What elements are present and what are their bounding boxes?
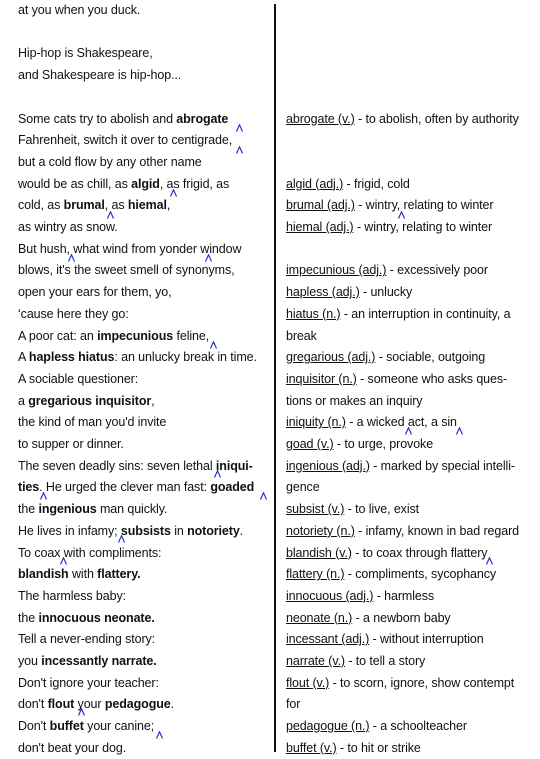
vocab-word: hapless hiatus <box>28 350 115 365</box>
glossary-entry <box>286 329 317 343</box>
glossary-term: blandish (v.) <box>286 545 352 560</box>
poem-line <box>18 155 202 169</box>
poem-text: but a cold flow by any other name <box>18 154 202 169</box>
glossary-term: buffet (v.) <box>286 740 337 755</box>
poem-line <box>18 415 166 429</box>
glossary-entry <box>286 177 410 191</box>
poem-text: But hush, what wind from yonder window <box>18 241 242 256</box>
poem-text: at you when you duck. <box>18 3 141 17</box>
glossary-definition: - someone who asks ques- <box>356 371 508 386</box>
poem-text: , <box>166 198 171 213</box>
caret-mark-icon <box>156 731 163 739</box>
glossary-entry <box>286 611 451 625</box>
glossary-entry <box>286 307 510 321</box>
vocab-word: abrogate <box>176 111 229 126</box>
glossary-definition: - to tell a story <box>345 654 426 668</box>
vocab-word: impecunious <box>97 328 174 343</box>
poem-line <box>18 372 138 386</box>
glossary-entry <box>286 719 467 733</box>
glossary-definition: - without interruption <box>369 632 484 647</box>
poem-line <box>18 133 232 147</box>
poem-line <box>18 524 243 538</box>
poem-line <box>18 589 126 603</box>
glossary-term: abrogate (v.) <box>286 111 355 126</box>
column-divider <box>274 4 276 752</box>
poem-text: would be as chill, as <box>18 176 132 191</box>
glossary-term: hiatus (n.) <box>286 306 341 321</box>
glossary-term: subsist (v.) <box>286 502 345 517</box>
poem-line <box>18 329 209 343</box>
poem-line <box>18 46 153 60</box>
glossary-term: narrate (v.) <box>286 654 345 668</box>
glossary-term: goad (v.) <box>286 437 334 451</box>
glossary-definition: - marked by special intelli- <box>369 458 515 473</box>
poem-text: open your ears for them, yo, <box>18 285 172 300</box>
glossary-term: hapless (adj.) <box>286 285 360 300</box>
poem-text: , <box>151 393 155 408</box>
vocab-word: notoriety <box>187 523 240 538</box>
poem-line <box>18 112 228 126</box>
poem-text: Hip-hop is Shakespeare, <box>18 46 153 61</box>
poem-text: the kind of man you'd invite <box>18 415 167 430</box>
poem-text: Tell a never-ending story: <box>18 632 156 647</box>
glossary-definition: - unlucky <box>359 285 413 300</box>
glossary-term: flout (v.) <box>286 675 330 690</box>
glossary-entry <box>286 632 484 646</box>
glossary-definition: - to live, exist <box>344 502 420 517</box>
vocab-word: gregarious inquisitor <box>28 393 152 408</box>
vocab-word: ties <box>18 480 40 495</box>
glossary-definition: - excessively poor <box>386 263 488 278</box>
poem-text: He lives in infamy; <box>18 523 121 538</box>
poem-text: the <box>18 502 39 517</box>
glossary-entry <box>286 459 515 473</box>
poem-line <box>18 676 159 690</box>
poem-text: , as frigid, as <box>159 176 230 191</box>
glossary-entry <box>286 654 425 668</box>
poem-text: with <box>68 567 98 582</box>
glossary-definition: - sociable, outgoing <box>375 350 486 365</box>
poem-text: A sociable questioner: <box>18 371 139 386</box>
vocab-word: pedagogue <box>104 697 171 712</box>
poem-text: : an unlucky break in time. <box>114 350 257 365</box>
glossary-term: flattery (n.) <box>286 567 345 582</box>
vocab-word: flout <box>47 697 75 712</box>
glossary-entry <box>286 480 320 494</box>
poem-text: . He urged the clever man fast: <box>39 480 211 495</box>
glossary-term: neonate (n.) <box>286 610 353 625</box>
caret-mark-icon <box>118 535 125 543</box>
glossary-definition: - to coax through flattery <box>351 545 488 560</box>
caret-mark-icon <box>40 492 47 500</box>
poem-text: don't beat your dog. <box>18 740 127 755</box>
glossary-definition: tions or makes an inquiry <box>286 393 423 408</box>
caret-mark-icon <box>214 470 221 478</box>
glossary-definition: - to abolish, often by authority <box>354 111 519 126</box>
glossary-entry <box>286 198 493 212</box>
glossary-entry <box>286 546 487 560</box>
vocab-word: buffet <box>49 719 84 734</box>
poem-text: ‘cause here they go: <box>18 306 129 321</box>
glossary-definition: - to scorn, ignore, show contempt <box>329 675 515 690</box>
poem-line <box>18 198 170 212</box>
glossary-entry <box>286 372 507 386</box>
caret-mark-icon <box>456 427 463 435</box>
glossary-entry <box>286 697 300 711</box>
poem-text: , as <box>104 198 128 213</box>
poem-line <box>18 177 229 191</box>
glossary-entry <box>286 415 457 429</box>
vocab-word: iniqui- <box>215 458 253 473</box>
glossary-definition: - a newborn baby <box>352 610 451 625</box>
poem-text: Some cats try to abolish and <box>18 111 177 126</box>
poem-line <box>18 68 181 82</box>
glossary-definition: - an interruption in continuity, a <box>340 306 511 321</box>
glossary-term: brumal (adj.) <box>286 198 355 213</box>
vocab-word: goaded <box>210 480 255 495</box>
poem-text: your canine; <box>83 719 155 734</box>
vocab-word: subsists <box>120 523 171 538</box>
glossary-term: hiemal (adj.) <box>286 220 354 234</box>
poem-text: . <box>170 697 174 712</box>
glossary-term: gregarious (adj.) <box>286 350 376 365</box>
poem-text: man quickly. <box>96 502 168 517</box>
poem-text: and Shakespeare is hip-hop... <box>18 68 182 83</box>
poem-line <box>18 220 118 234</box>
poem-text: Don't ignore your teacher: <box>18 675 159 690</box>
poem-text: in <box>170 523 188 538</box>
glossary-term: impecunious (adj.) <box>286 263 387 278</box>
glossary-term: notoriety (n.) <box>286 523 355 538</box>
glossary-entry <box>286 437 433 451</box>
glossary-entry <box>286 676 514 690</box>
glossary-definition: break <box>286 328 317 343</box>
caret-mark-icon <box>486 557 493 565</box>
caret-mark-icon <box>236 124 243 132</box>
poem-text: To coax with compliments: <box>18 545 162 560</box>
glossary-definition: - compliments, sycophancy <box>344 567 497 582</box>
caret-mark-icon <box>405 427 412 435</box>
vocab-word: incessantly narrate. <box>41 654 157 668</box>
poem-text: a <box>18 393 29 408</box>
poem-text: as wintry as snow. <box>18 220 118 234</box>
poem-text: The seven deadly sins: seven lethal <box>18 458 216 473</box>
glossary-term: ingenious (adj.) <box>286 458 370 473</box>
poem-text: the <box>18 610 39 625</box>
glossary-entry <box>286 220 492 234</box>
poem-text: to supper or dinner. <box>18 437 124 451</box>
vocab-word: hiemal <box>127 198 167 213</box>
poem-text: feline, <box>173 328 210 343</box>
glossary-definition: - to urge, provoke <box>333 437 434 451</box>
glossary-entry <box>286 589 434 603</box>
poem-text: Don't <box>18 719 50 734</box>
glossary-definition: - harmless <box>373 588 435 603</box>
poem-line <box>18 350 257 364</box>
vocab-word: ingenious <box>38 502 97 517</box>
poem-line <box>18 546 161 560</box>
caret-mark-icon <box>68 254 75 262</box>
poem-line <box>18 697 174 711</box>
caret-mark-icon <box>398 211 405 219</box>
glossary-term: pedagogue (n.) <box>286 719 370 734</box>
glossary-definition: - a wicked act, a sin <box>345 415 457 430</box>
glossary-term: inquisitor (n.) <box>286 371 357 386</box>
poem-text: don't <box>18 697 48 712</box>
poem-line <box>18 285 172 299</box>
glossary-entry <box>286 112 519 126</box>
poem-line <box>18 480 254 494</box>
poem-line <box>18 567 141 581</box>
poem-line <box>18 719 154 733</box>
glossary-definition: - wintry, relating to winter <box>353 220 493 234</box>
glossary-definition: - frigid, cold <box>343 176 410 191</box>
caret-mark-icon <box>78 708 85 716</box>
vocab-word: blandish <box>18 567 69 582</box>
poem-text: A <box>18 350 29 365</box>
vocab-word: brumal <box>63 198 105 213</box>
glossary-term: algid (adj.) <box>286 176 344 191</box>
glossary-entry <box>286 567 496 581</box>
poem-line <box>18 394 155 408</box>
caret-mark-icon <box>170 189 177 197</box>
glossary-definition: gence <box>286 480 320 495</box>
caret-mark-icon <box>210 341 217 349</box>
poem-text: you <box>18 654 42 668</box>
poem-line <box>18 502 167 516</box>
vocab-word: innocuous neonate. <box>38 610 155 625</box>
poem-line <box>18 654 157 668</box>
glossary-entry <box>286 741 421 755</box>
caret-mark-icon <box>107 211 114 219</box>
glossary-entry <box>286 502 419 516</box>
caret-mark-icon <box>236 146 243 154</box>
poem-line <box>18 437 124 451</box>
caret-mark-icon <box>205 254 212 262</box>
glossary-entry <box>286 394 422 408</box>
poem-text: The harmless baby: <box>18 588 126 603</box>
poem-line <box>18 611 155 625</box>
glossary-entry <box>286 285 412 299</box>
glossary-entry <box>286 524 519 538</box>
poem-line <box>18 263 235 277</box>
poem-line <box>18 307 129 321</box>
glossary-term: innocuous (adj.) <box>286 588 374 603</box>
glossary-entry <box>286 350 485 364</box>
poem-line <box>18 741 126 755</box>
vocab-word: flattery. <box>97 567 141 582</box>
glossary-definition: - to hit or strike <box>336 740 421 755</box>
poem-text: A poor cat: an <box>18 328 98 343</box>
poem-line <box>18 632 155 646</box>
glossary-term: incessant (adj.) <box>286 632 370 647</box>
poem-text: Fahrenheit, switch it over to centigrade, <box>18 133 233 148</box>
glossary-definition: - wintry, relating to winter <box>354 198 494 213</box>
poem-text: blows, it's the sweet smell of synonyms, <box>18 263 235 278</box>
caret-mark-icon <box>60 557 67 565</box>
poem-text: . <box>239 523 244 538</box>
caret-mark-icon <box>260 492 267 500</box>
glossary-definition: - infamy, known in bad regard <box>354 523 519 538</box>
glossary-definition: - a schoolteacher <box>369 719 467 734</box>
poem-line <box>18 3 140 17</box>
glossary-definition: for <box>286 697 301 712</box>
glossary-entry <box>286 263 488 277</box>
poem-text: your <box>74 697 105 712</box>
poem-text: cold, as <box>18 198 64 213</box>
vocab-word: algid <box>131 176 160 191</box>
glossary-term: iniquity (n.) <box>286 415 346 430</box>
